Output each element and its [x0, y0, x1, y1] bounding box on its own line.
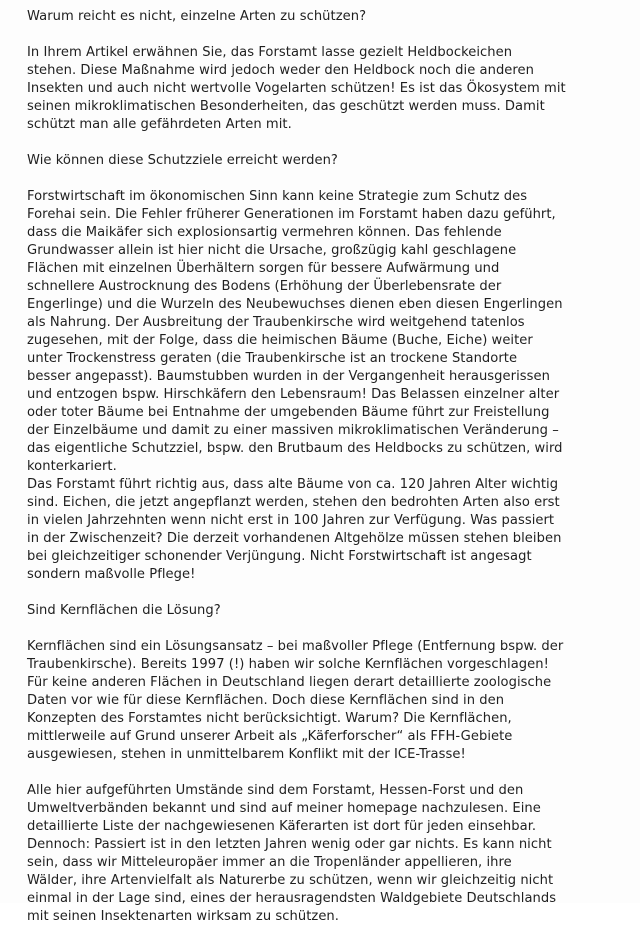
- text-line: In Ihrem Artikel erwähnen Sie, das Forstamt lasse gezielt Heldbockeichen: [27, 45, 513, 60]
- text-line: mittlerweile auf Grund unserer Arbeit als „Käferforscher“ als FFH-Gebiete: [27, 729, 513, 744]
- letter-body: [27, 8, 627, 926]
- question-heading-3: Sind Kernflächen die Lösung?: [27, 603, 221, 618]
- text-line: unter Trockenstress geraten (die Traubenkirsche ist an trockene Standorte: [27, 351, 518, 366]
- question-heading-2: Wie können diese Schutzziele erreicht werden?: [27, 153, 338, 168]
- text-line: Traubenkirsche). Bereits 1997 (!) haben wir solche Kernflächen vorgeschlagen!: [27, 657, 549, 672]
- paragraph-1: [27, 44, 627, 134]
- paragraph-2: [27, 188, 627, 584]
- paragraph-gap: [27, 26, 627, 44]
- paragraph-gap: [27, 170, 627, 188]
- text-line: Konzepten des Forstamtes nicht berücksichtigt. Warum? Die Kernflächen,: [27, 711, 512, 726]
- paragraph-gap: [27, 620, 627, 638]
- text-line: Für keine anderen Flächen in Deutschland liegen derart detaillierte zoologische: [27, 675, 552, 690]
- text-line: in vielen Jahrzehnten wenn nicht erst in 100 Jahren zur Verfügung. Was passiert: [27, 513, 555, 528]
- text-line: Flächen mit einzelnen Überhältern sorgen für bessere Aufwärmung und: [27, 261, 500, 276]
- text-line: konterkariert.: [27, 459, 117, 474]
- text-line: schnellere Austrocknung des Bodens (Erhöhung der Überlebensrate der: [27, 279, 502, 294]
- text-line: stehen. Diese Maßnahme wird jedoch weder den Heldbock noch die anderen: [27, 63, 535, 78]
- text-line: zugesehen, mit der Folge, dass die heimischen Bäume (Buche, Eiche) weiter: [27, 333, 533, 348]
- text-line: mit seinen Insektenarten wirksam zu schützen.: [27, 909, 339, 924]
- text-line: ausgewiesen, stehen in unmittelbarem Konflikt mit der ICE-Trasse!: [27, 747, 466, 762]
- text-line: Forstwirtschaft im ökonomischen Sinn kann keine Strategie zum Schutz des: [27, 189, 528, 204]
- text-line: oder toter Bäume bei Entnahme der umgebenden Bäume führt zur Freistellung: [27, 405, 550, 420]
- paragraph-3: [27, 638, 627, 764]
- text-line: seinen mikroklimatischen Besonderheiten, das geschützt werden muss. Damit: [27, 99, 545, 114]
- text-line: sind. Eichen, die jetzt angepflanzt werden, stehen den bedrohten Arten also erst: [27, 495, 560, 510]
- text-line: besser angepasst). Baumstubben wurden in der Vergangenheit herausgerissen: [27, 369, 550, 384]
- text-line: Grundwasser allein ist hier nicht die Ursache, großzügig kahl geschlagene: [27, 243, 517, 258]
- text-line: Dennoch: Passiert ist in den letzten Jahren wenig oder gar nichts. Es kann nicht: [27, 837, 552, 852]
- text-line: Alle hier aufgeführten Umstände sind dem Forstamt, Hessen-Forst und den: [27, 783, 524, 798]
- text-line: sein, dass wir Mitteleuropäer immer an die Tropenländer appellieren, ihre: [27, 855, 512, 870]
- text-line: Umweltverbänden bekannt und sind auf meiner homepage nachzulesen. Eine: [27, 801, 541, 816]
- text-line: Insekten und auch nicht wertvolle Vogelarten schützen! Es ist das Ökosystem mit: [27, 81, 566, 96]
- question-heading-1: Warum reicht es nicht, einzelne Arten zu schützen?: [27, 9, 367, 24]
- text-line: dass die Maikäfer sich explosionsartig vermehren können. Das fehlende: [27, 225, 502, 240]
- text-line: Das Forstamt führt richtig aus, dass alte Bäume von ca. 120 Jahren Alter wichtig: [27, 477, 559, 492]
- text-line: der Einzelbäume und damit zu einer massiven mikroklimatischen Veränderung –: [27, 423, 559, 438]
- text-line: sondern maßvolle Pflege!: [27, 567, 196, 582]
- text-line: und entzogen bspw. Hirschkäfern den Lebensraum! Das Belassen einzelner alter: [27, 387, 560, 402]
- paragraph-gap: [27, 764, 627, 782]
- text-line: Wälder, ihre Artenvielfalt als Naturerbe zu schützen, wenn wir gleichzeitig nicht: [27, 873, 554, 888]
- text-line: bei gleichzeitiger schonender Verjüngung. Nicht Forstwirtschaft ist angesagt: [27, 549, 532, 564]
- paragraph-gap: [27, 584, 627, 602]
- text-line: das eigentliche Schutzziel, bspw. den Brutbaum des Heldbocks zu schützen, wird: [27, 441, 563, 456]
- text-line: einmal in der Lage sind, eines der herausragendsten Waldgebiete Deutschlands: [27, 891, 557, 906]
- paragraph-4: [27, 782, 627, 926]
- text-line: in der Zwischenzeit? Die derzeit vorhandenen Altgehölze müssen stehen bleiben: [27, 531, 562, 546]
- text-line: Forehai sein. Die Fehler früherer Generationen im Forstamt haben dazu geführt,: [27, 207, 556, 222]
- text-line: als Nahrung. Der Ausbreitung der Traubenkirsche wird weitgehend tatenlos: [27, 315, 525, 330]
- text-line: Daten vor wie für diese Kernflächen. Doch diese Kernflächen sind in den: [27, 693, 505, 708]
- text-line: detaillierte Liste der nachgewiesenen Käferarten ist dort für jeden einsehbar.: [27, 819, 537, 834]
- text-line: schützt man alle gefährdeten Arten mit.: [27, 117, 292, 132]
- text-line: Engerlinge) und die Wurzeln des Neubewuchses dienen eben diesen Engerlingen: [27, 297, 563, 312]
- paragraph-gap: [27, 134, 627, 152]
- text-line: Kernflächen sind ein Lösungsansatz – bei maßvoller Pflege (Entfernung bspw. der: [27, 639, 564, 654]
